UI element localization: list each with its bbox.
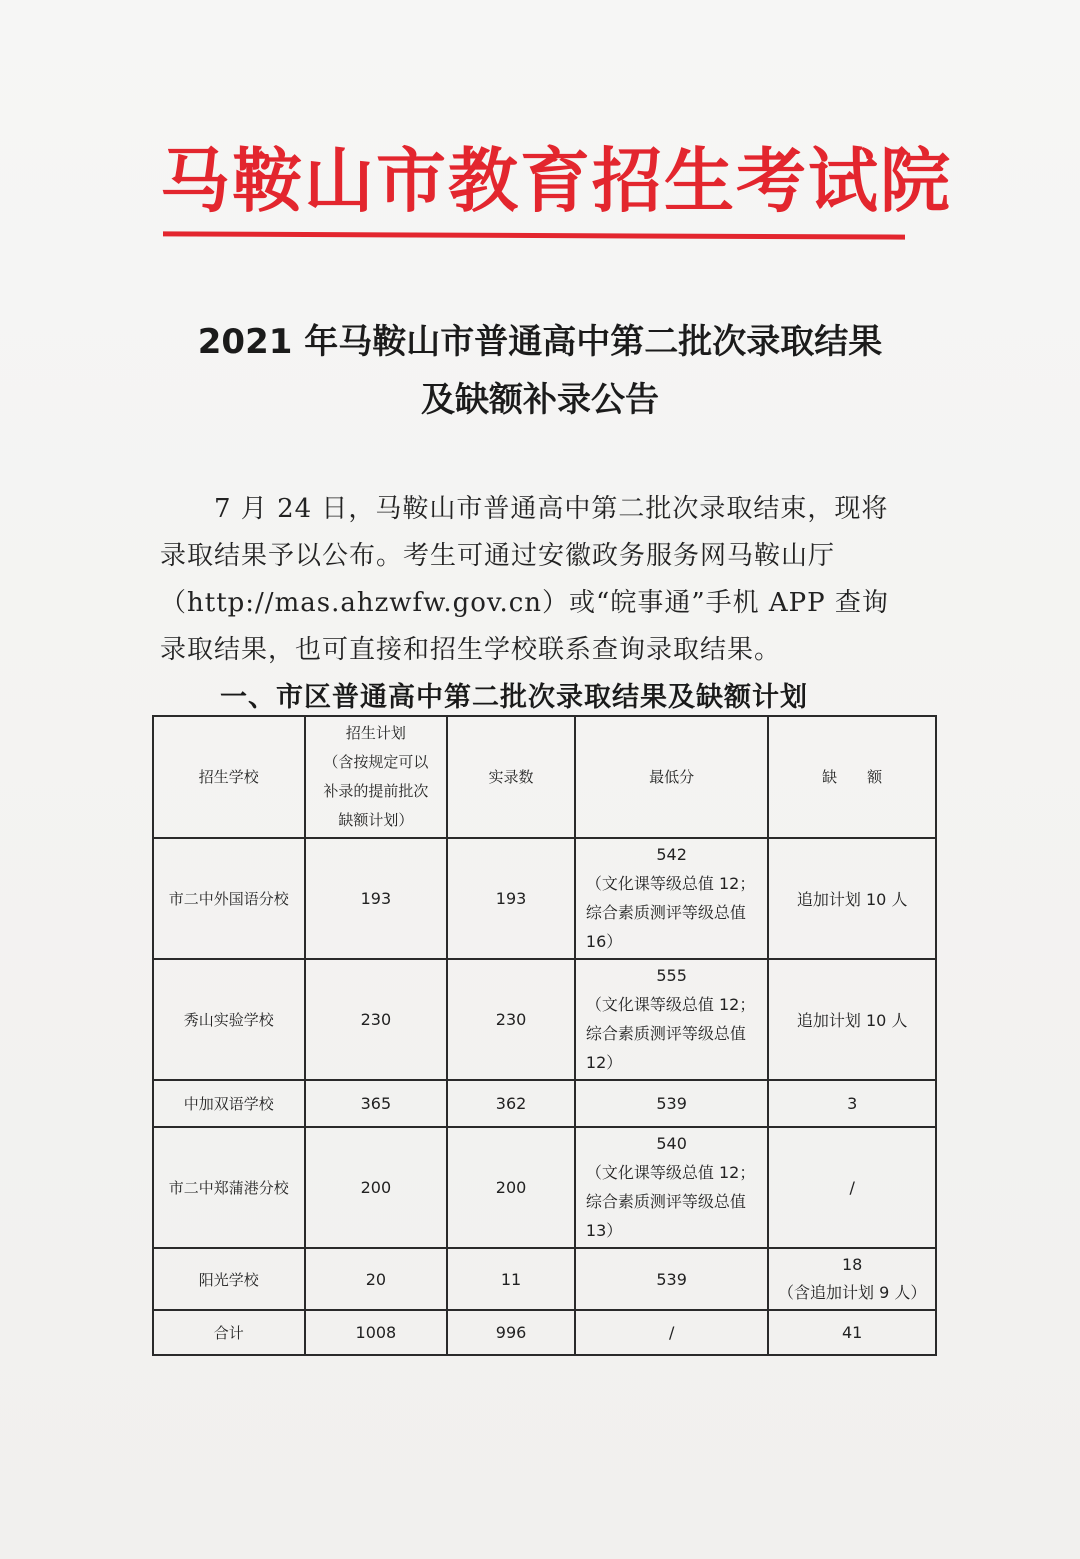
admission-results-table: [152, 715, 937, 1356]
cell-school: 秀山实验学校: [153, 959, 305, 1080]
min-score-note: 综合素质测评等级总值: [585, 1192, 746, 1211]
cell-min-score: 539: [575, 1248, 768, 1310]
min-score-note: （文化课等级总值 12；: [585, 995, 756, 1014]
body-paragraph-line-3: （http://mas.ahzwfw.gov.cn）或“皖事通”手机 APP 查询: [160, 588, 889, 618]
min-score-note: （文化课等级总值 12；: [585, 874, 756, 893]
cell-school: 阳光学校: [153, 1248, 305, 1310]
min-score-note: 16）: [585, 932, 623, 951]
cell-admitted: 200: [447, 1127, 575, 1248]
cell-total-min-score: /: [575, 1310, 768, 1355]
vacancy-note: （含追加计划 9 人）: [778, 1283, 927, 1302]
document-title-line-1: 2021 年马鞍山市普通高中第二批次录取结果: [197, 322, 883, 362]
cell-min-score: [575, 1127, 768, 1248]
min-score-note: 综合素质测评等级总值: [585, 903, 746, 922]
cell-plan: 230: [305, 959, 448, 1080]
cell-admitted: 362: [447, 1080, 575, 1127]
header-plan-line: （含按规定可以: [323, 753, 429, 771]
cell-plan: 200: [305, 1127, 448, 1248]
cell-admitted: 230: [447, 959, 575, 1080]
org-name-heading: 马鞍山市教育招生考试院: [160, 139, 952, 222]
cell-total-admitted: 996: [447, 1310, 575, 1355]
header-plan-line: 缺额计划）: [338, 811, 414, 829]
table-total-row: [153, 1310, 936, 1355]
header-min-score: 最低分: [575, 716, 768, 838]
min-score-note: 12）: [585, 1053, 623, 1072]
cell-admitted: 193: [447, 838, 575, 959]
min-score-value: 540: [656, 1134, 687, 1153]
cell-min-score: 539: [575, 1080, 768, 1127]
header-plan: [305, 716, 448, 838]
cell-vacancy: 追加计划 10 人: [768, 959, 936, 1080]
cell-school: 市二中郑蒲港分校: [153, 1127, 305, 1248]
document-title-line-2: 及缺额补录公告: [421, 380, 659, 420]
cell-total-label: 合计: [153, 1310, 305, 1355]
header-school: 招生学校: [153, 716, 305, 838]
table-row: [153, 838, 936, 959]
cell-plan: 193: [305, 838, 448, 959]
min-score-note: 13）: [585, 1221, 623, 1240]
section-heading: 一、市区普通高中第二批次录取结果及缺额计划: [220, 682, 808, 713]
cell-total-vacancy: 41: [768, 1310, 936, 1355]
cell-plan: 20: [305, 1248, 448, 1310]
cell-min-score: [575, 959, 768, 1080]
cell-school: 市二中外国语分校: [153, 838, 305, 959]
cell-school: 中加双语学校: [153, 1080, 305, 1127]
header-vacancy: 缺 额: [768, 716, 936, 838]
cell-vacancy: 3: [768, 1080, 936, 1127]
header-plan-line: 补录的提前批次: [323, 782, 429, 800]
cell-vacancy: 追加计划 10 人: [768, 838, 936, 959]
table-row: [153, 1127, 936, 1248]
vacancy-value: 18: [842, 1255, 863, 1274]
body-paragraph-line-2: 录取结果予以公布。考生可通过安徽政务服务网马鞍山厅: [160, 541, 836, 571]
table-header-row: [153, 716, 936, 838]
cell-min-score: [575, 838, 768, 959]
header-plan-line: 招生计划: [345, 724, 406, 742]
cell-admitted: 11: [447, 1248, 575, 1310]
header-admitted: 实录数: [447, 716, 575, 838]
body-paragraph-line-1: 7 月 24 日，马鞍山市普通高中第二批次录取结束，现将: [160, 494, 889, 524]
cell-total-plan: 1008: [305, 1310, 448, 1355]
body-paragraph-line-4: 录取结果，也可直接和招生学校联系查询录取结果。: [160, 635, 782, 665]
red-divider: [163, 231, 905, 239]
cell-vacancy: /: [768, 1127, 936, 1248]
cell-vacancy: [768, 1248, 936, 1310]
table-row: [153, 1248, 936, 1310]
table-row: [153, 1080, 936, 1127]
min-score-value: 555: [656, 966, 687, 985]
min-score-note: （文化课等级总值 12；: [585, 1163, 756, 1182]
cell-plan: 365: [305, 1080, 448, 1127]
table-row: [153, 959, 936, 1080]
min-score-value: 542: [656, 845, 687, 864]
min-score-note: 综合素质测评等级总值: [585, 1024, 746, 1043]
